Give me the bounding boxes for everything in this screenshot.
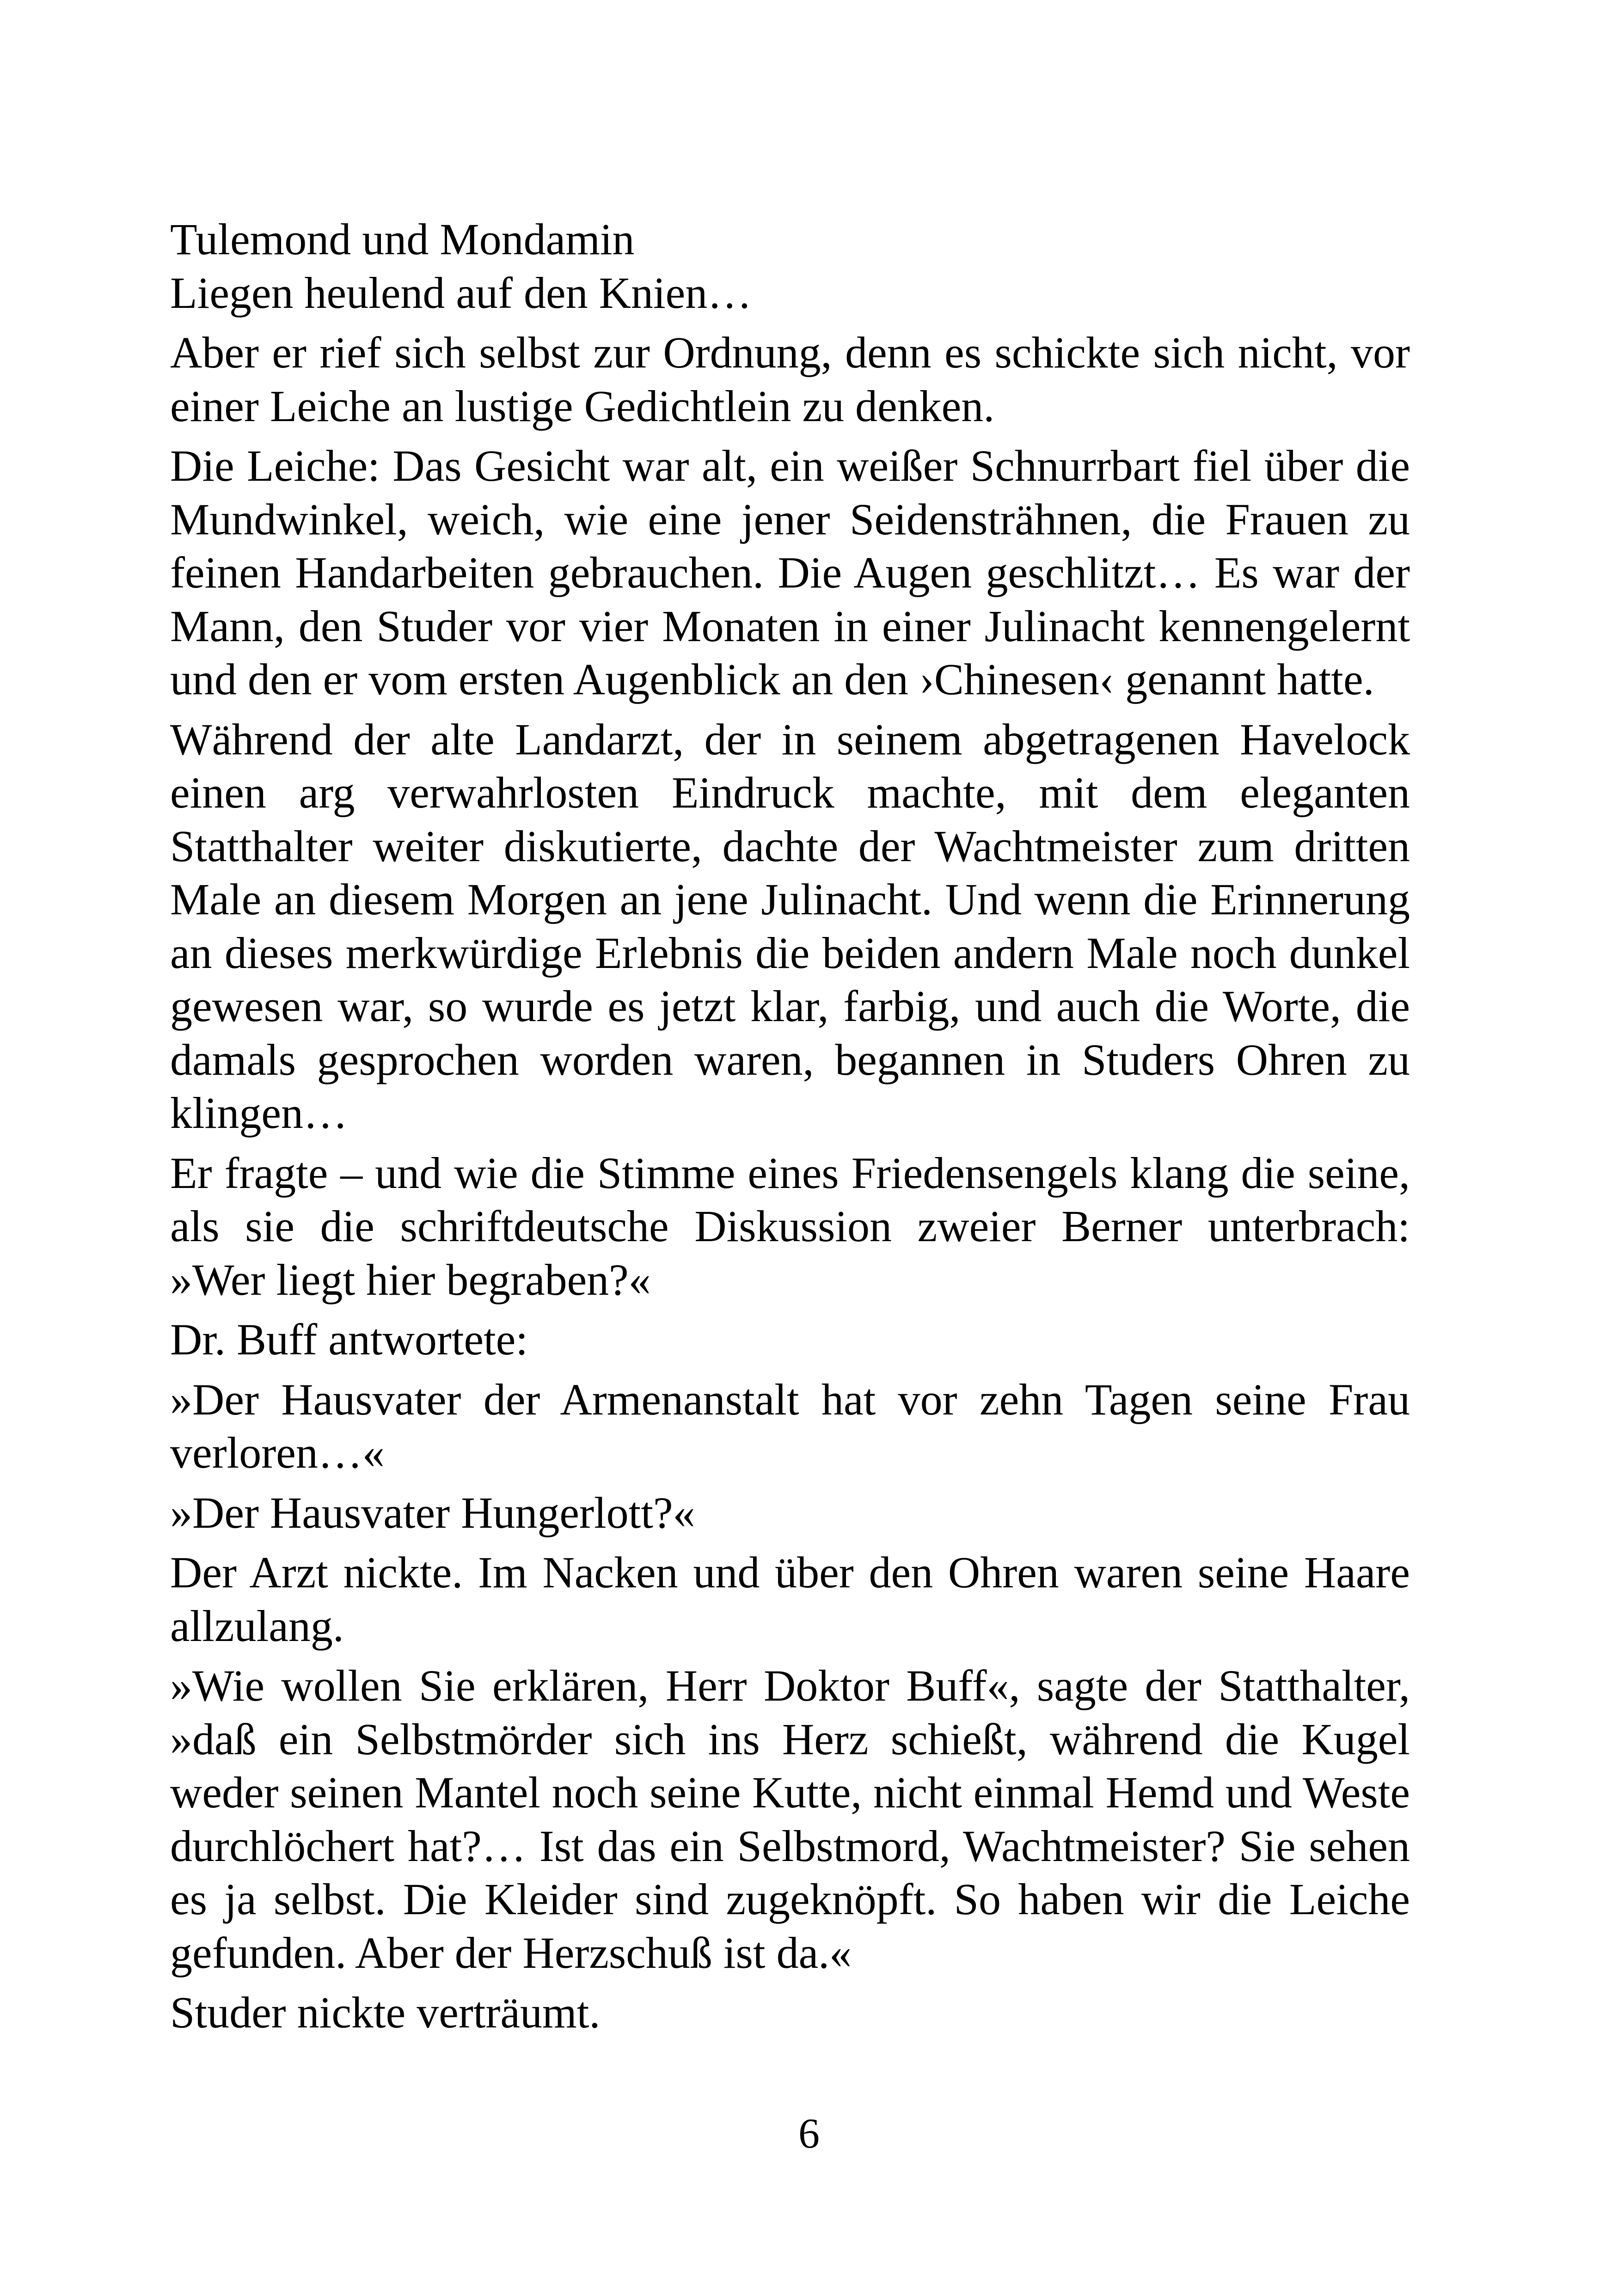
verse-line: Tulemond und Mondamin <box>170 214 635 264</box>
paragraph: Aber er rief sich selbst zur Ordnung, denn es schickte sich nicht, vor einer Leiche an lustige Gedichtlein zu denken. <box>170 328 1410 431</box>
paragraph: Er fragte – und wie die Stimme eines Friedensengels klang die seine, als sie die schriftdeutsche Diskussion zweier Berner unterbrach: »Wer liegt hier begraben?« <box>170 1148 1410 1304</box>
page-body <box>170 213 1410 2046</box>
paragraph: Der Arzt nickte. Im Nacken und über den Ohren waren seine Haare allzulang. <box>170 1548 1410 1651</box>
paragraph: »Der Hausvater der Armenanstalt hat vor zehn Tagen seine Frau verloren…« <box>170 1374 1410 1477</box>
paragraph: Studer nickte verträumt. <box>170 1988 601 2037</box>
paragraph: »Der Hausvater Hungerlott?« <box>170 1488 695 1537</box>
paragraph: »Wie wollen Sie erklären, Herr Doktor Buff«, sagte der Statthalter, »daß ein Selbstmörder sich ins Herz schießt, während die Kugel weder seinen Mantel noch seine Kutte, nicht einmal Hemd und Weste durchlöchert hat?… Ist das ein Selbstmord, Wachtmeister? Sie sehen es ja selbst. Die Kleider sind zugeknöpft. So haben wir die Leiche gefunden. Aber der Herzschuß ist da.« <box>170 1661 1410 1978</box>
page-number: 6 <box>798 2110 820 2157</box>
paragraph: Dr. Buff antwortete: <box>170 1315 528 1364</box>
paragraph: Die Leiche: Das Gesicht war alt, ein weißer Schnurrbart fiel über die Mundwinkel, weich, wie eine jener Seidensträhnen, die Frauen zu feinen Handarbeiten gebrauchen. Die Augen geschlitzt… Es war der Mann, den Studer vor vier Monaten in einer Julinacht kennengelernt und den er vom ersten Augenblick an den ›Chinesen‹ genannt hatte. <box>170 441 1410 704</box>
verse-line: Liegen heulend auf den Knien… <box>170 268 752 318</box>
paragraph: Während der alte Landarzt, der in seinem abgetragenen Havelock einen arg verwahrlosten Eindruck machte, mit dem eleganten Statthalter weiter diskutierte, dachte der Wachtmeister zum dritten Male an diesem Morgen an jene Julinacht. Und wenn die Erinnerung an dieses merkwürdige Erlebnis die beiden andern Male noch dunkel gewesen war, so wurde es jetzt klar, farbig, und auch die Worte, die damals gesprochen worden waren, begannen in Studers Ohren zu klingen… <box>170 714 1410 1138</box>
